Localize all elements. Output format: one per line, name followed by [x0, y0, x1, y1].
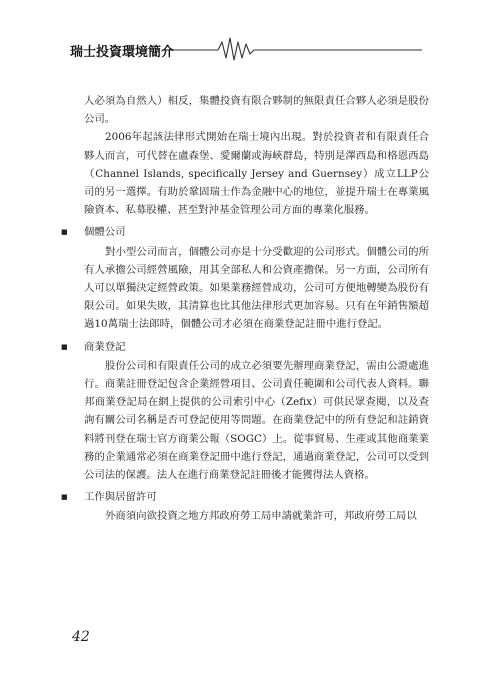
section-heading-commercial-register: ■ 商業登記 — [84, 338, 429, 356]
square-bullet-icon: ■ — [61, 342, 68, 351]
paragraph-commercial-register: 股份公司和有限責任公司的成立必須要先辦理商業登記，需由公證處進行。商業註冊登記包含企業經營項目、公司責任範圍和公司代表人資料。聯邦商業登記局在網上提供的公司索引中心（Zefix）可供民眾查閱，以及查詢有關公司名稱是否可登記使用等問題。在商業登記中的所有登記和註銷資料將刊登在瑞士官方商業公報（SOGC）上。從事貿易、生產或其他商業業務的企業通常必須在商業登記冊中進行登記，通過商業登記，公司可以受到公司法的保護。法人在進行商業登記註冊後才能獲得法人資格。 — [84, 359, 429, 482]
square-bullet-icon: ■ — [61, 228, 68, 237]
paragraph-sole-proprietorship: 對小型公司而言，個體公司亦是十分受歡迎的公司形式。個體公司的所有人承擔公司經營風險，用其全部私人和公資產擔保。另一方面，公司所有人可以單獨決定經營政策。如果業務經營成功，公司可方便地轉變為股份有限公司。如果失敗，其清算也比其他法律形式更加容易。只有在年銷售額超過10萬瑞士法郎時，個體公司才必須在商業登記註冊中進行登記。 — [84, 245, 429, 331]
section-heading-work-permit: ■ 工作與居留許可 — [84, 488, 429, 506]
page-number: 42 — [72, 629, 90, 645]
square-bullet-icon: ■ — [61, 493, 68, 502]
paragraph-continued: 人必須為自然人）相反，集體投資有限合夥制的無限責任合夥人必須是股份公司。 — [84, 95, 429, 126]
section-heading-sole-proprietorship: ■ 個體公司 — [84, 223, 429, 241]
page-body — [61, 92, 429, 526]
header-title: 瑞士投資環境簡介 — [70, 45, 175, 60]
running-header — [70, 33, 422, 67]
paragraph-llp: 2006年起該法律形式開始在瑞士境內出現。對於投資者和有限責任合夥人而言，可代替在盧森堡、愛爾蘭或海峽群島，特別是澤西島和格恩西島（Channel Islands, specifically Jersey and Guernsey）成立LLP公司的另一選擇。有助於鞏固瑞士作為金融中心的地位，並提升瑞士在專業風險資本、私募股權、甚至對沖基金管理公司方面的專業化服務。 — [84, 131, 429, 217]
paragraph-work-permit: 外商須向欲投資之地方邦政府勞工局申請就業許可，邦政府勞工局以 — [105, 510, 417, 523]
